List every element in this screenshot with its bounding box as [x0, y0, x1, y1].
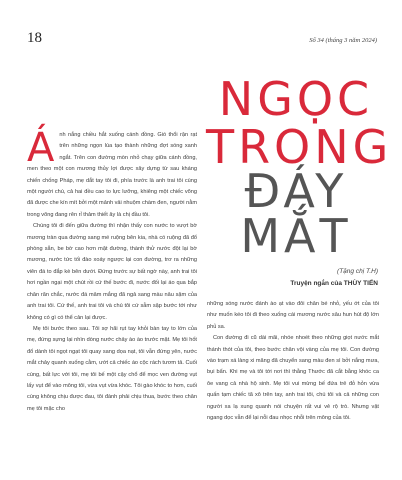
dedication: (Tặng chị T.H) — [337, 268, 378, 275]
title-line-3: ĐÁY — [244, 164, 348, 218]
paragraph-text: Mẹ tôi bước theo sau. Tôi sợ hãi rụt tay khỏi bàn tay to lớn của mẹ, đứng sựng lại nhìn dòng nước chảy ào ào trước mặt. Mẹ tôi hốt đổ dành tôi ngọt ngạt tôi quay sang dọa nạt, tôi vẫn đứng yên, nước mắt chảy quanh xuống cằm, ướt cả chiếc áo cộc rách tươm tả. Cuối cùng, bất lực với tôi, mẹ tôi bế một cậy chổ để mọc ven đường vụt lấy vụt để vào mông tôi, vừa vụt vừa khóc. Tôi gào khóc to hơn, cuối cùng không chịu được đau, tôi đành phải chịu thua, bước theo chân mẹ tôi mặc cho — [27, 325, 197, 412]
issue-label: Số 34 (tháng 3 năm 2024) — [309, 37, 377, 44]
drop-cap: Á — [27, 125, 55, 171]
story-paragraph-4 — [207, 299, 379, 333]
story-paragraph-5 — [207, 333, 379, 424]
paragraph-text: Con đường đi cũ dài mãi, nhóe nhoét theo những giọt nước mắt thánh thót của tôi, theo bước chân vội vàng của mẹ tôi. Con đường vào trạm xá làng xi măng đã chuyển sang màu đen sì bởi nắng mưa, bụi bẩn. Khi mẹ và tôi tới nơi thì thằng Thước đã cắt bằng khóc ca ôe vang cả nhà hộ sinh. Mẹ tôi vui mừng bế đứa trẻ đỏ hỏn vừa quấn tạm chiếc tã xô trên tay, anh trai tôi, chú tôi và cả những con người xa lạ xung quanh nói chuyện rất vui vẻ rộ trò. Nhưng vật ngang dọc vẫn để lại nỗi đau nhọc nhỗi trên mông của tôi. — [207, 335, 379, 422]
title-line-2: TRONG — [206, 120, 393, 174]
paragraph-text: nh nắng chiều hắt xuống cánh đồng. Gió thổi rận rạt trên những ngọn lúa tạo thành những đợt sóng xanh ngắt. Trên con đường mòn nhỏ chạy giữa cánh đồng, men theo một con mương thủy lợi được xây dựng từ sau kháng chiến chống Pháp, mẹ dắt tay tôi đi, phía trước là anh trai tôi cùng một người chú, cả hai đều cao to lực lưỡng, khiêng một chiếc võng đã được che kín mít bởi một mảnh vải nhuộm chàm đen, người nằm trong võng đang rên rỉ thảm thiết ây là chị đầu tôi. — [27, 132, 197, 218]
title-line-4: MẮT — [240, 209, 352, 263]
story-column-right — [207, 299, 379, 424]
page-number: 18 — [27, 30, 42, 46]
title-line-1: NGỌC — [218, 72, 374, 126]
story-paragraph-1 — [27, 125, 197, 221]
story-paragraph-3 — [27, 324, 197, 415]
paragraph-text: những sóng nước đánh ào ạt vào đôi chân bé nhỏ, yếu ớt của tôi như muốn kéo tôi đi theo xuống cái mương nước sâu hun hút độ lớn phủ sa. — [207, 301, 379, 330]
story-column-left — [27, 125, 197, 415]
paragraph-text: Chúng tôi đi đến giữa đường thì nhận thấy con nước to vượt bờ mương tràn qua đường sang mé ruộng bên kia, nhà có ruộng đã đổ phòng sẵn, be bờ cao hơn mặt đường, thành thử nước đột lại bờ mương, nước tức tối đào xoáy ngược lại con đường, trơ ra những viên đá to đắp kè bên dưới. Đứng trước sự bất ngờ này, anh trai tôi hơi ngần ngại một chút rồi cứ thế bước đi, nước đối lại áo qua bắp chân rãn chắc, nước đá mâm mắng đã ngả sang màu nâu sậm của anh trai tôi. Cứ thế, anh trai tôi và chú tôi cứ sẫm sập bước tới như không có gì có thể cản lại được. — [27, 223, 197, 321]
byline: Truyện ngắn của THÙY TIẾN — [290, 280, 378, 287]
story-paragraph-2 — [27, 221, 197, 324]
